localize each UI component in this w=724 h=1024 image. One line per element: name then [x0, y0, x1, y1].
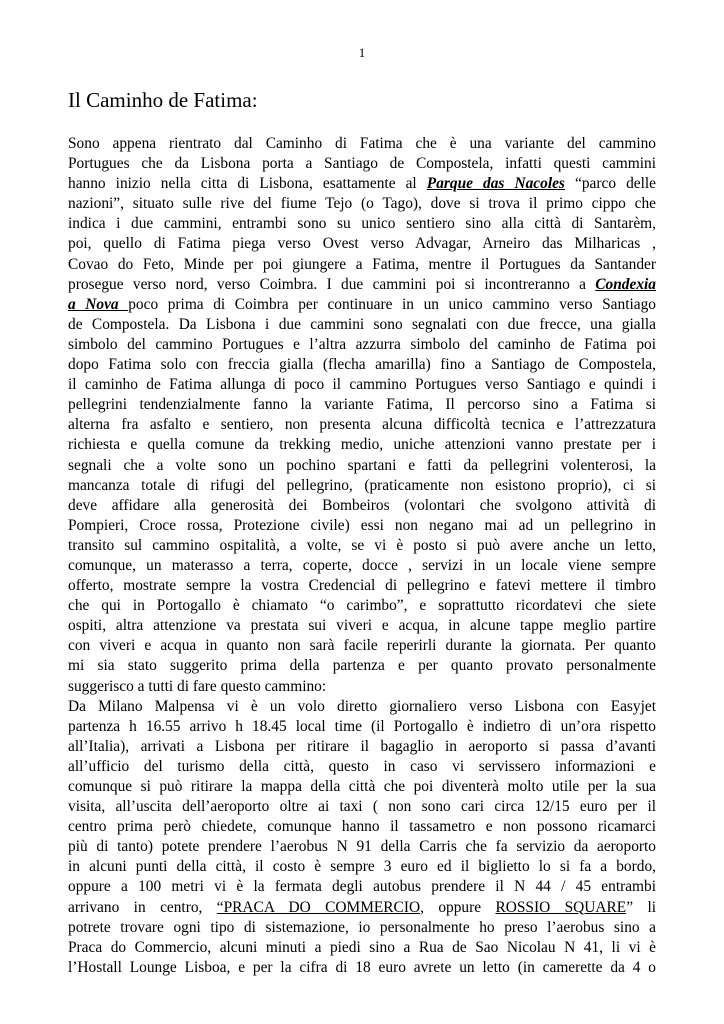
text-line: mi sia stato suggerito prima della partenza e per quanto provato personalmente: [68, 657, 656, 675]
text-line: all’Italia), arrivati a Lisbona per ritirare il bagaglio in aeroporto si passa d’avanti: [68, 737, 656, 755]
text-line: con viveri e acqua in quanto non sarà facile reperirli durante la giornata. Per quanto: [68, 637, 656, 655]
text-line: arrivano in centro, “PRACA DO COMMERCIO, oppure ROSSIO SQUARE” li: [68, 898, 656, 916]
text-line: dopo Fatima solo con freccia gialla (flecha amarilla) fino a Santiago de Compostela,: [68, 356, 656, 374]
text-line: ospiti, altra attenzione va prestata sui viveri e acqua, in alcune tappe meglio partire: [68, 617, 656, 635]
text-line: oppure a 100 metri vi è la fermata degli autobus prendere il N 44 / 45 entrambi: [68, 878, 656, 896]
text-line: richiesta e quella comune da trekking medio, uniche attenzioni vanno prestate per i: [68, 436, 656, 454]
link-condexia-a-nova-cont[interactable]: a Nova: [68, 295, 129, 313]
text-line: Pompieri, Croce rossa, Protezione civile) essi non negano mai ad un pellegrino in: [68, 516, 656, 534]
text-line: l’Hostall Lounge Lisboa, e per la cifra di 18 euro avrete un letto (in camerette da 4 o: [68, 958, 656, 976]
text-line: Da Milano Malpensa vi è un volo diretto giornaliero verso Lisbona con Easyjet: [68, 697, 656, 715]
link-rossio-square[interactable]: ROSSIO SQUARE: [495, 898, 627, 916]
text-line: a Nova poco prima di Coimbra per continuare in un unico cammino verso Santiago: [68, 295, 656, 313]
text-line: in alcuni punti della città, il costo è sempre 3 euro ed il biglietto lo si fa a bordo,: [68, 858, 656, 876]
text-line: Covao do Feto, Minde per poi giungere a Fatima, mentre il Portugues da Santander: [68, 255, 656, 273]
text-line: il caminho de Fatima allunga di poco il cammino Portugues verso Santiago e quindi i: [68, 376, 656, 394]
link-condexia-a-nova[interactable]: Condexia: [595, 275, 656, 293]
text-line: pellegrini tendenzialmente fanno la variante Fatima, Il percorso sino a Fatima si: [68, 396, 656, 414]
link-praca-do-commercio[interactable]: “PRACA DO COMMERCIO: [216, 898, 421, 916]
text-line: Sono appena rientrato dal Caminho di Fatima che è una variante del cammino: [68, 135, 656, 152]
page-number: 1: [358, 45, 366, 60]
link-parque-das-nacoles[interactable]: Parque das Nacoles: [426, 175, 565, 193]
text-line: deve affidare alla generosità dei Bombeiros (volontari che svolgono attività di: [68, 496, 656, 514]
document-body: [68, 134, 656, 978]
text-line: alterna fra asfalto e sentiero, non presenta alcuna difficoltà tecnica e l’attrezzatura: [68, 416, 656, 434]
paragraph-1: [68, 134, 656, 697]
text-line: prosegue verso nord, verso Coimbra. I due cammini poi si incontreranno a Condexia: [68, 275, 656, 293]
text-line: nazioni”, situato sulle rive del fiume Tejo (o Tago), dove si trova il primo cippo che: [68, 195, 656, 213]
text-line: comunque si può ritirare la mappa della città che poi diventerà molto utile per la sua: [68, 778, 656, 795]
text-line: offerto, mostrate sempre la vostra Credencial di pellegrino e fatevi mettere il timbro: [68, 577, 656, 595]
page-title: Il Caminho de Fatima:: [68, 88, 258, 112]
text-line: suggerisco a tutti di fare questo cammino:: [68, 677, 327, 695]
paragraph-2: [68, 697, 656, 978]
text-line: potrete trovare ogni tipo di sistemazione, io personalmente ho preso l’aerobus sino a: [68, 918, 656, 936]
text-line: più di tanto) potete prendere l’aerobus N 91 della Carris che fa servizio da aeroporto: [68, 838, 656, 856]
text-line: Praca do Commercio, alcuni minuti a piedi sino a Rua de Sao Nicolau N 41, li vi è: [68, 938, 656, 956]
text-line: visita, all’uscita dell’aeroporto oltre ai taxi ( non sono cari circa 12/15 euro per il: [68, 798, 656, 816]
text-line: che qui in Portogallo è chiamato “o carimbo”, e soprattutto ricordatevi che siete: [68, 597, 656, 615]
text-line: poi, quello di Fatima piega verso Ovest verso Advagar, Arneiro das Milharicas ,: [68, 235, 656, 253]
text-line: partenza h 16.55 arrivo h 18.45 local time (il Portogallo è indietro di un’ora rispetto: [68, 717, 656, 735]
text-line: centro prima però chiedete, comunque hanno il tassametro e non possono ricamarci: [68, 818, 656, 836]
text-line: segnali che a volte sono un pochino spartani e fatti da pellegrini volenterosi, la: [68, 456, 656, 474]
text-line: hanno inizio nella citta di Lisbona, esattamente al Parque das Nacoles “parco delle: [68, 175, 656, 193]
text-line: simbolo del cammino Portugues e l’altra azzurra simbolo del caminho de Fatima poi: [68, 335, 656, 353]
text-line: comunque, un materasso a terra, coperte, docce , servizi in un locale viene sempre: [68, 556, 656, 574]
text-line: transito sul cammino ospitalità, a volte, se vi è posto si può avere anche un letto,: [68, 536, 656, 554]
text-line: indica i due cammini, entrambi sono su unico sentiero sino alla città di Santarèm,: [68, 215, 656, 233]
text-line: de Compostela. Da Lisbona i due cammini sono segnalati con due frecce, una gialla: [68, 315, 656, 333]
text-line: mancanza totale di rifugi del pellegrino, (praticamente non esistono proprio), ci si: [68, 476, 656, 494]
text-line: all’ufficio del turismo della città, questo in caso vi servissero informazioni e: [68, 757, 656, 775]
text-line: Portugues che da Lisbona porta a Santiago de Compostela, infatti questi cammini: [68, 155, 656, 173]
